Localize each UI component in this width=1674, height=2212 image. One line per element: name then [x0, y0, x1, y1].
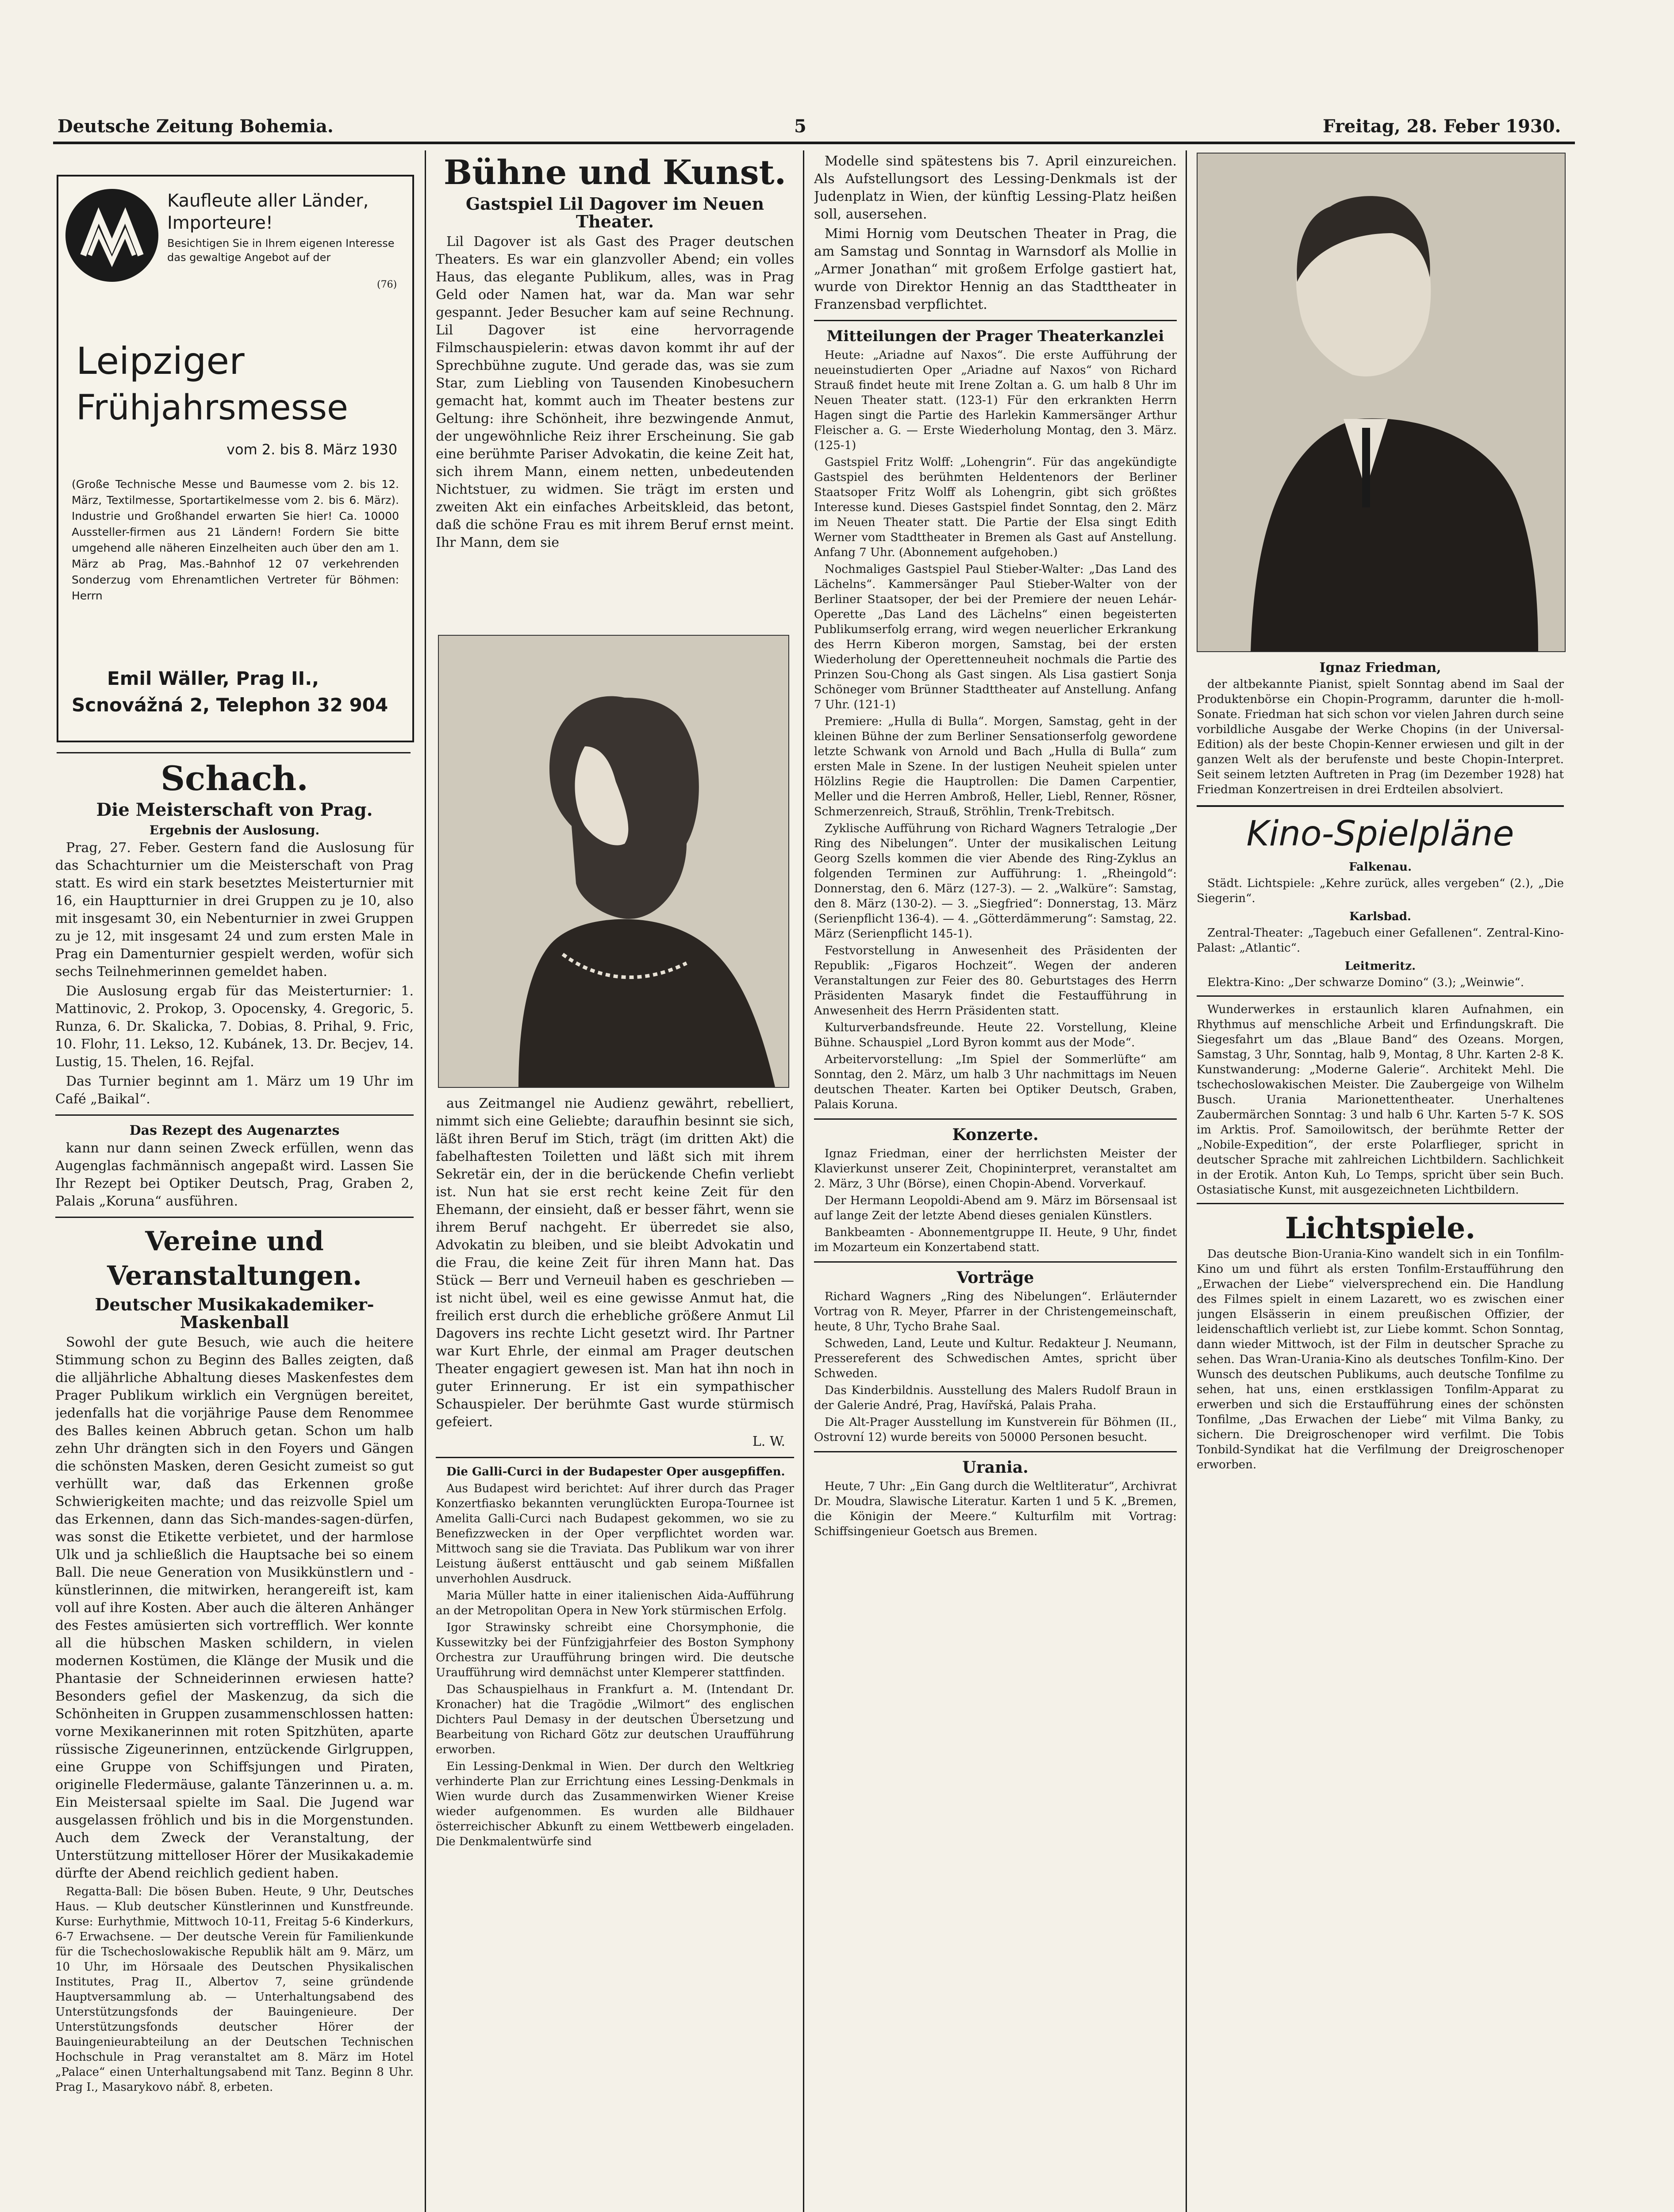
leopoldi-concert: Der Hermann Leopoldi-Abend am 9. März im Börsensaal ist auf lange Zeit der letzte Abend dieses genialen Künstlers. [814, 1194, 1177, 1222]
ring-lecture: Richard Wagners „Ring des Nibelungen“. Erläuternder Vortrag von R. Meyer, Pfarrer in der Christengemeinschaft, heute, 8 Uhr, Tycho Brahe Saal. [814, 1290, 1177, 1333]
galli-curci-heading: Die Galli-Curci in der Budapester Oper ausgepfiffen. [446, 1465, 785, 1479]
friedman-concert: Ignaz Friedman, einer der herrlichsten Meister der Klavierkunst unserer Zeit, Chopininterpret, veranstaltet am 2. März, 3 Uhr (Börse), einen Chopin-Abend. Vorverkauf. [814, 1147, 1177, 1190]
urania-program: Heute, 7 Uhr: „Ein Gang durch die Weltliteratur“, Archivrat Dr. Moudra, Slawische Literatur. Karten 1 und 5 K. „Bremen, die Königin der Meere.“ Kulturfilm mit Vortrag: Schiffsingenieur Goetsch aus Bremen. [814, 1480, 1177, 1538]
ad-contact-name: Emil Wäller, Prag II., [107, 668, 319, 689]
leitmeritz-listing: Elektra-Kino: „Der schwarze Domino“ (3.); „Weinwie“. [1207, 976, 1524, 989]
ad-contact-address: Scnovážná 2, Telephon 32 904 [72, 694, 388, 716]
falkenau-listing: Städt. Lichtspiele: „Kehre zurück, alles vergeben“ (2.), „Die Siegerin“. [1197, 877, 1564, 905]
concerts-heading: Konzerte. [952, 1125, 1039, 1144]
newspaper-name: Deutsche Zeitung Bohemia. [58, 116, 334, 137]
lectures-heading: Vorträge [956, 1268, 1034, 1287]
portrait-photo-friedman [1197, 153, 1566, 652]
theatre-office-stieber: Nochmaliges Gastspiel Paul Stieber-Walter: „Das Land des Lächelns“. Kammersänger Paul Stieber-Walter von der Berliner Staatsoper, der bei der Premiere der neuen Lehár-Operette „Das Land des Lächelns“ einen begeisterten Publikumserfolg errang, wird wegen neuerlicher Erkrankung des Herrn Kiberon morgen, Samstag, bei der ersten Wiederholung der Operettenneuheit nochmals die Partie des Prinzen Sou-Chong als Gast singen. Als Lisa gastiert Sonja Schöneger vom Brünner Stadttheater auf Anstellung. Anfang 7 Uhr. (121-1) [814, 563, 1177, 711]
chess-heading: Schach. [161, 759, 308, 798]
lessing-continued: Modelle sind spätestens bis 7. April einzureichen. Als Aufstellungsort des Lessing-Denkmals ist der Judenplatz in Wien, der künftig Lessing-Platz heißen soll, ausersehen. [814, 154, 1177, 222]
theatre-office-arbeiter: Arbeitervorstellung: „Im Spiel der Sommerlüfte“ am Sonntag, den 2. März, um halb 3 Uhr nachmittags im Neuen deutschen Theater. Karten bei Optiker Deutsch, Graben, Palais Koruna. [814, 1053, 1177, 1111]
chess-paragraph: Prag, 27. Feber. Gestern fand die Auslosung für das Schachturnier um die Meisterschaft von Prag statt. Es wird ein stark besetztes Meisterturnier mit 16, ein Hauptturnier in drei Gruppen zu je 10, also mit insgesamt 30, ein Nebenturnier in zwei Gruppen zu je 12, mit insgesamt 24 und zum ersten Male in Prag ein Damenturnier gespielt werden, wofür sich sechs Teilnehmerinnen gemeldet haben. [55, 840, 414, 979]
masked-ball-body: Sowohl der gute Besuch, wie auch die heitere Stimmung schon zu Beginn des Balles zeigten, daß die alljährliche Abhaltung dieses Maskenfestes dem Prager Publikum wirklich ein Vergnügen bereitet, jedenfalls hat die vorjährige Pause dem Renommee des Balles keinen Abbruch getan. Schon um halb zehn Uhr drängten sich in den Foyers und Gängen die schönsten Masken, deren Gesicht zumeist so gut verhüllt war, daß das Erkennen große Schwierigkeiten machte; und das reizvolle Spiel um das Erkennen, dann das Sich-mandes-sagen-dürfen, was sonst die Etikette verbietet, und der harmlose Ulk und ja schließlich die Hauptsache bei so einem Ball. Die neue Generation von Musikkünstlern und -künstlerinnen, die mitwirken, herangereift ist, kam voll auf ihre Kosten. Aber auch die älteren Anhänger des Festes amüsierten sich vortrefflich. Wer konnte all die hübschen Masken schildern, in vielen modernen Kostümen, die Klänge der Musik und die Phantasie der Schneiderinnen erwiesen hatte? Besonders gefiel der Maskenzug, da sich die Schönheiten in Gruppen zusammenschlossen hatten: vorne Mexikanerinnen mit roten Spitzhüten, aparte rüssische Zigeunerinnen, entzückende Girlgruppen, eine Gruppe von Schiffsjungen und Piraten, originelle Fledermäuse, galante Tänzerinnen u. a. m. Ein Meistersaal spielte im Saal. Die Jugend war ausgelassen fröhlich und bis in die Morgenstunden. Auch dem Zweck der Veranstaltung, der Unterstützung mittelloser Hörer der Musikakademie dürfte der Abend reichlich gedient haben. [55, 1335, 414, 1881]
event-notes: Regatta-Ball: Die bösen Buben. Heute, 9 Uhr, Deutsches Haus. — Klub deutscher Künstlerinnen und Kunstfreunde. Kurse: Eurhythmie, Mittwoch 10-11, Freitag 5-6 Kinderkurs, 6-7 Erwachsene. — Der deutsche Verein für Familienkunde für die Tschechoslowakische Republik hält am 9. März, um 10 Uhr, im Hörsaale des Deutschen Physikalischen Institutes, Prag II., Albertov 7, seine gründende Hauptversammlung ab. — Unterhaltungsabend des Unterstützungsfonds der Bauingenieure. Der Unterstützungsfonds deutscher Hörer der Bauingenieurabteilung an der Deutschen Technischen Hochschule in Prag veranstaltet am 8. März im Hotel „Palace“ einen Unterhaltungsabend mit Tanz. Beginn 8 Uhr. Prag I., Masarykovo nábř. 8, erbeten. [55, 1885, 414, 2094]
dagover-body: Lil Dagover ist als Gast des Prager deutschen Theaters. Es war ein glanzvoller Abend; ein volles Haus, das elegante Publikum, alles, was in Prag Geld oder Namen hat, war da. Man war sehr gespannt. Jeder Besucher kam auf seine Rechnung. Lil Dagover ist eine hervorragende Filmschauspielerin: etwas davon kommt ihr auf der Sprechbühne zugute. Und gerade das, was sie zum Star, zum Liebling von Tausenden Kinobesuchern gemacht hat, kommt auch im Theater bestens zur Geltung: ihre Schönheit, ihre bezwingende Anmut, der ungewöhnliche Reiz ihrer Erscheinung. Sie gab eine berühmte Pariser Advokatin, die keine Zeit hat, sich ihrem Mann, einem netten, unbedeutenden Nichtstuer, zu widmen. Sie trägt im ersten und zweiten Akt ein einfaches Arbeitskleid, das betont, daß die schöne Frau es mit ihrem Beruf ernst meint. Ihr Mann, dem sie [436, 234, 794, 550]
portrait-photo-dagover [438, 635, 789, 1088]
dagover-body-continued: aus Zeitmangel nie Audienz gewährt, rebelliert, nimmt sich eine Geliebte; daraufhin besinnt sie sich, läßt ihren Beruf im Stich, trägt (im dritten Akt) die fabelhaftesten Toiletten und läßt sich mit ihrem Sekretär ein, der in die berückende Chefin verliebt ist. Nun hat sie erst recht keine Zeit für den Ehemann, der einsieht, daß er besser fährt, wenn sie ihrem Beruf nachgeht. Er überredet sie also, Advokatin zu bleiben, und sie bleibt Advokatin und die Frau, die keine Zeit für ihren Mann hat. Das Stück — Berr und Verneuil haben es geschrieben — ist nicht übel, weil es eine gewisse Anmut hat, die freilich erst durch die erhebliche größere Anmut Lil Dagovers ins rechte Licht gesetzt wird. Ihr Partner war Kurt Ehrle, der einmal am Prager deutschen Theater engagiert gewesen ist. Man hat ihn noch in guter Erinnerung. Er ist ein sympathischer Schauspieler. Der berühmte Gast wurde stürmisch gefeiert. [436, 1096, 794, 1430]
bank-concert: Bankbeamten - Abonnementgruppe II. Heute, 9 Uhr, findet im Mozarteum ein Konzertabend statt. [814, 1226, 1177, 1254]
issue-date: Freitag, 28. Feber 1930. [1323, 116, 1561, 137]
author-signature: L. W. [752, 1434, 785, 1449]
cinema-programs-heading: Kino-Spielpläne [1246, 814, 1514, 854]
chess-subheading-2: Ergebnis der Auslosung. [149, 823, 320, 837]
kinderbildnis-exhibition: Das Kinderbildnis. Ausstellung des Malers Rudolf Braun in der Galerie André, Prag, Havířská, Palais Praha. [814, 1384, 1177, 1412]
section-rule [57, 752, 411, 753]
town-falkenau: Falkenau. [1348, 860, 1412, 874]
ad-title-line1: Leipziger [76, 339, 245, 383]
column-divider [1186, 150, 1187, 2212]
altprager-exhibition: Die Alt-Prager Ausstellung im Kunstverein für Böhmen (II., Ostrovní 12) wurde bereits von 50000 Personen besucht. [814, 1416, 1177, 1444]
mueller-note: Maria Müller hatte in einer italienischen Aida-Aufführung an der Metropolitan Opera in New York stürmischen Erfolg. [436, 1589, 794, 1617]
ad-code: (76) [377, 279, 397, 290]
galli-curci-body: Aus Budapest wird berichtet: Auf ihrer durch das Prager Konzertfiasko bekannten verunglückten Europa-Tournee ist Amelita Galli-Curci nach Budapest gekommen, wo sie zu Benefizzwecken in der Oper verpflichtet worden war. Mittwoch sang sie die Traviata. Das Publikum war von ihrer Leistung äußerst enttäuscht und gab seinem Mißfallen unverhohlen Ausdruck. [436, 1482, 794, 1586]
masthead-rule [53, 142, 1575, 144]
column-divider [425, 150, 426, 2212]
theatre-office-ariadne: Heute: „Ariadne auf Naxos“. Die erste Aufführung der neueinstudierten Oper „Ariadne auf Naxos“ von Richard Strauß findet heute mit Irene Zoltan a. G. um halb 8 Uhr im Neuen Theater statt. (123-1) Für den erkrankten Herrn Hagen singt die Partie des Harlekin Kammersänger Arthur Fleischer a. G. — Erste Wiederholung Montag, den 3. März. (125-1) [814, 349, 1177, 452]
theatre-office-wolff: Gastspiel Fritz Wolff: „Lohengrin“. Für das angekündigte Gastspiel des berühmten Heldentenors der Berliner Staatsoper Fritz Wolff als Lohengrin, gibt sich größtes Interesse kund. Dieses Gastspiel findet Sonntag, den 2. März im Neuen Theater statt. Die Partie der Elsa singt Edith Werner vom Stadttheater in Bremen als Gast auf Anstellung. Anfang 7 Uhr. (Abonnement aufgehoben.) [814, 456, 1177, 559]
hornig-note: Mimi Hornig vom Deutschen Theater in Prag, die am Samstag und Sonntag in Warnsdorf als Mollie in „Armer Jonathan“ mit großem Erfolge gastiert hat, wurde von Direktor Hennig an das Stadttheater in Franzensbad verpflichtet. [814, 226, 1177, 312]
page-number: 5 [794, 116, 806, 137]
ad-intro: Besichtigen Sie in Ihrem eigenen Interesse das gewaltige Angebot auf der [167, 237, 395, 264]
theatre-office-kultur: Kulturverbandsfreunde. Heute 22. Vorstellung, Kleine Bühne. Schauspiel „Lord Byron kommt aus der Mode“. [814, 1021, 1177, 1049]
column-2-bottom [436, 1095, 794, 2212]
column-divider [803, 150, 804, 2212]
theatre-heading: Bühne und Kunst. [443, 153, 787, 192]
chess-subheading: Die Meisterschaft von Prag. [96, 799, 373, 820]
cinemas-heading: Lichtspiele. [1285, 1211, 1476, 1245]
frankfurt-note: Das Schauspielhaus in Frankfurt a. M. (Intendant Dr. Kronacher) hat die Tragödie „Wilmort“ des englischen Dichters Paul Demasy in der deutschen Übersetzung und Bearbeitung von Richard Götz zur deutschen Uraufführung erworben. [436, 1683, 794, 1756]
sweden-lecture: Schweden, Land, Leute und Kultur. Redakteur J. Neumann, Pressereferent des Schwedischen Amtes, spricht über Schweden. [814, 1337, 1177, 1380]
theatre-office-heading: Mitteilungen der Prager Theaterkanzlei [826, 327, 1164, 345]
column-1 [55, 759, 414, 2212]
strawinsky-note: Igor Strawinsky schreibt eine Chorsymphonie, die Kussewitzky bei der Fünfzigjahrfeier des Boston Symphony Orchestra zur Uraufführung bringen wird. Die deutsche Uraufführung wird demnächst unter Klemperer stattfinden. [436, 1621, 794, 1679]
cinemas-body: Das deutsche Bion-Urania-Kino wandelt sich in ein Tonfilm-Kino um und führt als ersten Tonfilm-Erstaufführung den „Erwachen der Liebe“ vielversprechend ein. Die Handlung des Filmes spielt in einem Lazarett, wo es zwischen einer jungen Elsässerin in einem preußischen Offizier, der leidenschaftlich verliebt ist, zur Liebe kommt. Schon Sonntag, dann wieder Mittwoch, ist der Film in deutscher Sprache zu sehen. Das Wran-Urania-Kino als deutsches Tonfilm-Kino. Der Wunsch des deutschen Publikums, auch deutsche Tonfilme zu sehen, hat uns, einen erstklassigen Tonfilm-Apparat zu erwerben und sich die Erstaufführung eines der schönsten Tonfilme, „Das Erwachen der Liebe“ mit Vilma Banky, zu sichern. Die Dreigroschenoper wird verfilmt. Die Tobis Tonbild-Syndikat hat die Verfilmung der Dreigroschenoper erworben. [1197, 1248, 1564, 1471]
associations-heading: Vereine und Veranstaltungen. [107, 1226, 362, 1291]
chess-paragraph: Das Turnier beginnt am 1. März um 19 Uhr im Café „Baikal“. [55, 1074, 414, 1107]
leipzig-fair-advertisement [57, 175, 414, 742]
column-4 [1197, 659, 1564, 2212]
town-karlsbad: Karlsbad. [1349, 910, 1411, 923]
column-2-top [436, 153, 794, 617]
lessing-note: Ein Lessing-Denkmal in Wien. Der durch den Weltkrieg verhinderte Plan zur Errichtung eines Lessing-Denkmals in Wien wurde durch das Zusammenwirken Wiener Kreise wieder aufgenommen. Es wurden alle Bildhauer österreichischer Abkunft zu einem Wettbewerb eingeladen. Die Denkmalentwürfe sind [436, 1760, 794, 1848]
urania-events-body: Wunderwerkes in erstaunlich klaren Aufnahmen, ein Rhythmus auf menschliche Arbeit und Erfindungskraft. Die Siegesfahrt um das „Blaue Band“ des Ozeans. Morgen, Samstag, 3 Uhr, Sonntag, halb 9, Montag, 8 Uhr. Karten 2-8 K. Kunstwanderung: „Moderne Galerie“. Architekt Mehl. Die tschechoslowakischen Meister. Die Zaubergeige von Wilhelm Busch. Urania Marionettentheater. Unerhaltenes Zaubermärchen Sonntag: 3 und halb 6 Uhr. Karten 5-7 K. SOS im Arktis. Prof. Samoilowitsch, der berühmte Retter der „Nobile-Expedition“, der erste Polarflieger, spricht in deutscher Sprache mit zahlreichen Lichtbildern. Sachlichkeit in der Erotik. Anton Kuh, Lo Temps, spricht über sein Buch. Ostasiatische Kunst, mit ausgezeichneten Lichtbildern. [1197, 1003, 1564, 1197]
friedman-caption-name: Ignaz Friedman, [1319, 660, 1441, 676]
theatre-office-wagner: Zyklische Aufführung von Richard Wagners Tetralogie „Der Ring des Nibelungen“. Unter der musikalischen Leitung Georg Szells kommen die vier Abende des Ring-Zyklus an folgenden Terminen zur Aufführung: 1. „Rheingold“: Donnerstag, den 6. März (127-3). — 2. „Walküre“: Samstag, den 8. März (130-2). — 3. „Siegfried“: Donnerstag, 13. März (Serienpflicht 136-4). — 4. „Götterdämmerung“: Samstag, 22. März (Serienpflicht 145-1). [814, 822, 1177, 941]
optician-notice-title: Das Rezept des Augenarztes [129, 1123, 340, 1138]
ad-dates: vom 2. bis 8. März 1930 [227, 441, 398, 458]
ad-body: (Große Technische Messe und Baumesse vom 2. bis 12. März, Textilmesse, Sportartikelmesse vom 2. bis 6. März). Industrie und Großhandel erwarten Sie hier! Ca. 10000 Aussteller-firmen aus 21 Ländern! Fordern Sie bitte umgehend alle näheren Einzelheiten auch über den am 1. März ab Prag, Mas.-Bahnhof 12 07 verkehrenden Sonderzug vom Ehrenamtlichen Vertreter für Böhmen: Herrn [72, 478, 399, 602]
town-leitmeritz: Leitmeritz. [1344, 960, 1416, 973]
chess-paragraph: Die Auslosung ergab für das Meisterturnier: 1. Mattinovic, 2. Prokop, 3. Opocensky, 4. Gregoric, 5. Runza, 6. Dr. Skalicka, 7. Dobias, 8. Prihal, 9. Fric, 10. Flohr, 11. Lekso, 12. Kubánek, 13. Dr. Becjev, 14. Lustig, 15. Thelen, 16. Rejfal. [55, 983, 414, 1070]
urania-heading: Urania. [962, 1458, 1029, 1477]
karlsbad-listing: Zentral-Theater: „Tagebuch einer Gefallenen“. Zentral-Kino-Palast: „Atlantic“. [1197, 926, 1564, 955]
ad-headline: Kaufleute aller Länder, Importeure! [167, 191, 369, 233]
dagover-heading: Gastspiel Lil Dagover im Neuen Theater. [465, 194, 764, 231]
friedman-caption-body: der altbekannte Pianist, spielt Sonntag abend im Saal der Produktenbörse ein Chopin-Programm, darunter die h-moll-Sonate. Friedman hat sich schon vor vielen Jahren durch seine vorbildliche Ausgabe der Werke Chopins (in der Universal-Edition) als der beste Chopin-Kenner erwiesen und gilt in der ganzen Welt als der berufenste und beste Chopin-Interpret. Seit seinem letzten Auftreten in Prag (im Dezember 1928) hat Friedman Konzertreisen in drei Erdteilen absolviert. [1197, 678, 1564, 796]
column-3 [814, 153, 1177, 2212]
ad-title-line2: Frühjahrsmesse [76, 388, 348, 428]
masked-ball-heading: Deutscher Musikakademiker-Maskenball [95, 1294, 374, 1332]
theatre-office-figaro: Festvorstellung in Anwesenheit des Präsidenten der Republik: „Figaros Hochzeit“. Wegen der anderen Veranstaltungen zur Feier des 80. Geburtstages des Herrn Präsidenten Masaryk findet die Festaufführung in Anwesenheit des Herrn Präsidenten statt. [814, 944, 1177, 1018]
optician-notice-body: kann nur dann seinen Zweck erfüllen, wenn das Augenglas fachmännisch angepaßt wird. Lassen Sie Ihr Rezept bei Optiker Deutsch, Prag, Graben 2, Palais „Koruna“ ausführen. [55, 1141, 414, 1209]
leipzig-fair-logo-icon [65, 189, 158, 282]
theatre-office-premiere: Premiere: „Hulla di Bulla“. Morgen, Samstag, geht in der kleinen Bühne der zum Berliner Sensationserfolg gewordene letzte Schwank von Arnold und Bach „Hulla di Bulla“ zum ersten Male in Szene. In der lustigen Neuheit spielen unter Hölzlins Regie die Hauptrollen: Die Damen Carpentier, Meller und die Herren Ambroß, Heller, Liebl, Renner, Rösner, Schmerzenreich, Strauß, Ströhlin, Trenk-Trebitsch. [814, 715, 1177, 818]
